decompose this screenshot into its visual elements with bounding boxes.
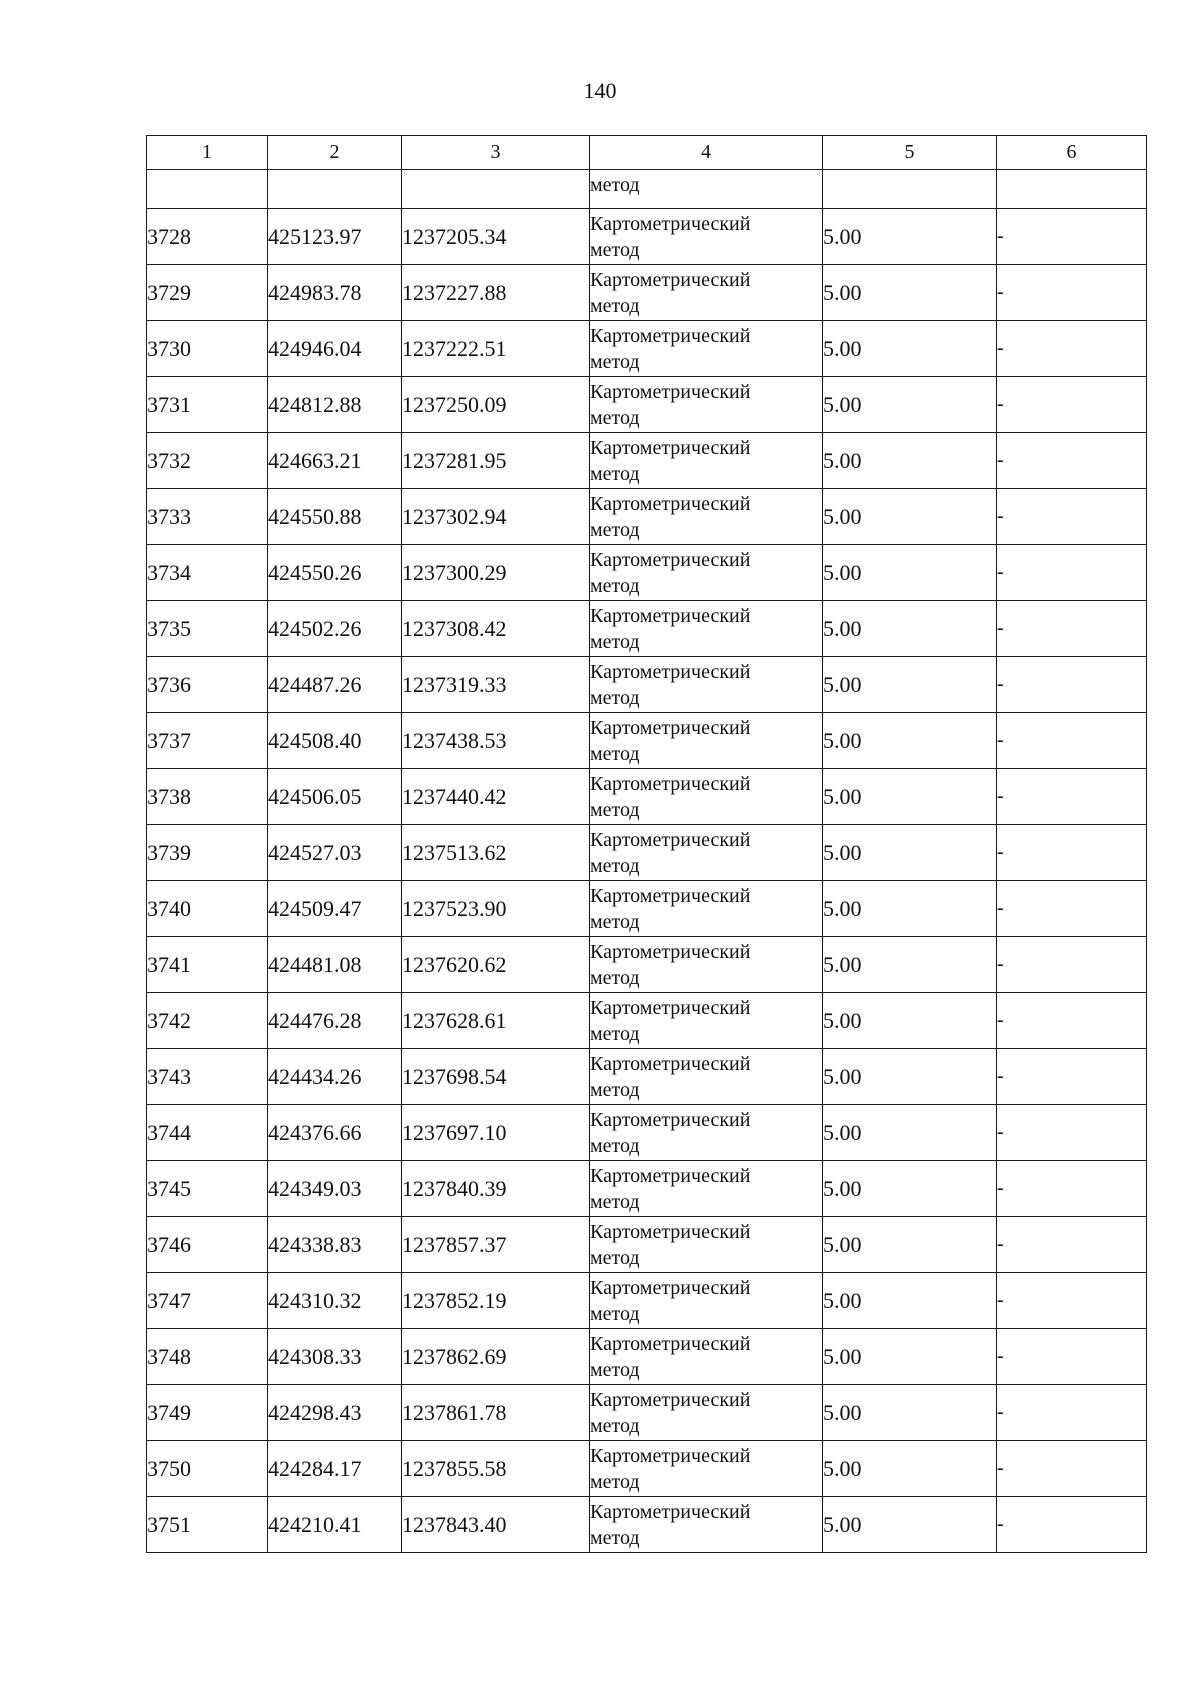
cell-x-coordinate: 424812.88 bbox=[268, 377, 402, 433]
cell-y-coordinate: 1237620.62 bbox=[402, 937, 590, 993]
cell-y-coordinate: 1237513.62 bbox=[402, 825, 590, 881]
cell-accuracy: 5.00 bbox=[823, 265, 997, 321]
method-line-2: метод bbox=[590, 1246, 640, 1269]
cell-note: - bbox=[997, 825, 1147, 881]
cell-x-coordinate: 424481.08 bbox=[268, 937, 402, 993]
table-row bbox=[147, 601, 1147, 657]
table-row bbox=[147, 1497, 1147, 1553]
cell-note: - bbox=[997, 265, 1147, 321]
method-line-2: метод bbox=[590, 1414, 640, 1437]
table-row bbox=[147, 1329, 1147, 1385]
cell-y-coordinate: 1237843.40 bbox=[402, 1497, 590, 1553]
method-line-1: Картометрический bbox=[590, 1500, 751, 1523]
cell-accuracy: 5.00 bbox=[823, 1385, 997, 1441]
cell-empty bbox=[823, 170, 997, 209]
cell-accuracy: 5.00 bbox=[823, 993, 997, 1049]
method-line-1: Картометрический bbox=[590, 380, 751, 403]
method-line-2: метод bbox=[590, 294, 640, 317]
cell-x-coordinate: 424210.41 bbox=[268, 1497, 402, 1553]
cell-method bbox=[590, 1161, 823, 1217]
method-line-2: метод bbox=[590, 1078, 640, 1101]
method-line-2: метод bbox=[590, 406, 640, 429]
cell-point-number: 3735 bbox=[147, 601, 268, 657]
table-row bbox=[147, 825, 1147, 881]
method-line-2: метод bbox=[590, 518, 640, 541]
table-row bbox=[147, 1273, 1147, 1329]
cell-x-coordinate: 424509.47 bbox=[268, 881, 402, 937]
table-row bbox=[147, 937, 1147, 993]
cell-point-number: 3738 bbox=[147, 769, 268, 825]
method-line-1: Картометрический bbox=[590, 772, 751, 795]
method-line-2: метод bbox=[590, 1358, 640, 1381]
method-line-1: Картометрический bbox=[590, 716, 751, 739]
cell-point-number: 3733 bbox=[147, 489, 268, 545]
cell-accuracy: 5.00 bbox=[823, 489, 997, 545]
cell-y-coordinate: 1237308.42 bbox=[402, 601, 590, 657]
cell-note: - bbox=[997, 881, 1147, 937]
table-row bbox=[147, 993, 1147, 1049]
method-line-1: Картометрический bbox=[590, 492, 751, 515]
table-row bbox=[147, 1441, 1147, 1497]
cell-y-coordinate: 1237628.61 bbox=[402, 993, 590, 1049]
cell-point-number: 3734 bbox=[147, 545, 268, 601]
cell-method bbox=[590, 769, 823, 825]
cell-y-coordinate: 1237855.58 bbox=[402, 1441, 590, 1497]
cell-method bbox=[590, 1273, 823, 1329]
cell-note: - bbox=[997, 937, 1147, 993]
method-line-2: метод bbox=[590, 686, 640, 709]
cell-point-number: 3742 bbox=[147, 993, 268, 1049]
cell-x-coordinate: 425123.97 bbox=[268, 209, 402, 265]
cell-method bbox=[590, 1049, 823, 1105]
cell-y-coordinate: 1237440.42 bbox=[402, 769, 590, 825]
cell-method bbox=[590, 601, 823, 657]
method-line-2: метод bbox=[590, 1302, 640, 1325]
method-line-1: Картометрический bbox=[590, 940, 751, 963]
table-row bbox=[147, 713, 1147, 769]
cell-method bbox=[590, 1385, 823, 1441]
method-line-2: метод bbox=[590, 798, 640, 821]
cell-empty bbox=[147, 170, 268, 209]
table-row bbox=[147, 377, 1147, 433]
cell-note: - bbox=[997, 1273, 1147, 1329]
cell-method bbox=[590, 1441, 823, 1497]
cell-accuracy: 5.00 bbox=[823, 1497, 997, 1553]
cell-accuracy: 5.00 bbox=[823, 433, 997, 489]
cell-note: - bbox=[997, 1329, 1147, 1385]
cell-method bbox=[590, 713, 823, 769]
cell-point-number: 3737 bbox=[147, 713, 268, 769]
cell-x-coordinate: 424476.28 bbox=[268, 993, 402, 1049]
cell-note: - bbox=[997, 433, 1147, 489]
cell-note: - bbox=[997, 993, 1147, 1049]
cell-y-coordinate: 1237438.53 bbox=[402, 713, 590, 769]
cell-note: - bbox=[997, 209, 1147, 265]
cell-y-coordinate: 1237222.51 bbox=[402, 321, 590, 377]
cell-note: - bbox=[997, 489, 1147, 545]
method-line-1: Картометрический bbox=[590, 1164, 751, 1187]
method-line-1: Картометрический bbox=[590, 212, 751, 235]
cell-x-coordinate: 424506.05 bbox=[268, 769, 402, 825]
cell-accuracy: 5.00 bbox=[823, 1161, 997, 1217]
cell-method bbox=[590, 489, 823, 545]
cell-x-coordinate: 424487.26 bbox=[268, 657, 402, 713]
cell-x-coordinate: 424308.33 bbox=[268, 1329, 402, 1385]
cell-note: - bbox=[997, 601, 1147, 657]
cell-point-number: 3744 bbox=[147, 1105, 268, 1161]
cell-method bbox=[590, 1217, 823, 1273]
method-line-1: Картометрический bbox=[590, 1108, 751, 1131]
cell-x-coordinate: 424434.26 bbox=[268, 1049, 402, 1105]
table-row bbox=[147, 769, 1147, 825]
cell-method bbox=[590, 209, 823, 265]
method-line-1: Картометрический bbox=[590, 828, 751, 851]
table-row bbox=[147, 1105, 1147, 1161]
cell-accuracy: 5.00 bbox=[823, 1217, 997, 1273]
method-line-1: Картометрический bbox=[590, 1444, 751, 1467]
cell-note: - bbox=[997, 1497, 1147, 1553]
cell-method bbox=[590, 433, 823, 489]
cell-point-number: 3745 bbox=[147, 1161, 268, 1217]
cell-empty bbox=[402, 170, 590, 209]
column-header-2: 2 bbox=[268, 136, 402, 170]
cell-x-coordinate: 424983.78 bbox=[268, 265, 402, 321]
table-header bbox=[147, 136, 1147, 170]
cell-accuracy: 5.00 bbox=[823, 1049, 997, 1105]
cell-method bbox=[590, 881, 823, 937]
cell-y-coordinate: 1237300.29 bbox=[402, 545, 590, 601]
cell-y-coordinate: 1237205.34 bbox=[402, 209, 590, 265]
cell-point-number: 3730 bbox=[147, 321, 268, 377]
method-line-2: метод bbox=[590, 1134, 640, 1157]
cell-x-coordinate: 424527.03 bbox=[268, 825, 402, 881]
method-line-1: Картометрический bbox=[590, 436, 751, 459]
cell-point-number: 3731 bbox=[147, 377, 268, 433]
method-line-2: метод bbox=[590, 630, 640, 653]
method-line-1: Картометрический bbox=[590, 996, 751, 1019]
cell-method bbox=[590, 265, 823, 321]
cell-method bbox=[590, 1105, 823, 1161]
cell-y-coordinate: 1237861.78 bbox=[402, 1385, 590, 1441]
cell-point-number: 3746 bbox=[147, 1217, 268, 1273]
cell-point-number: 3739 bbox=[147, 825, 268, 881]
table-row bbox=[147, 1161, 1147, 1217]
table-row bbox=[147, 1385, 1147, 1441]
cell-accuracy: 5.00 bbox=[823, 713, 997, 769]
method-line-2: метод bbox=[590, 854, 640, 877]
method-line-2: метод bbox=[590, 1526, 640, 1549]
cell-y-coordinate: 1237227.88 bbox=[402, 265, 590, 321]
cell-x-coordinate: 424338.83 bbox=[268, 1217, 402, 1273]
table-row bbox=[147, 321, 1147, 377]
cell-accuracy: 5.00 bbox=[823, 937, 997, 993]
cell-note: - bbox=[997, 377, 1147, 433]
table-row bbox=[147, 209, 1147, 265]
cell-point-number: 3740 bbox=[147, 881, 268, 937]
cell-x-coordinate: 424298.43 bbox=[268, 1385, 402, 1441]
table-row bbox=[147, 489, 1147, 545]
cell-x-coordinate: 424502.26 bbox=[268, 601, 402, 657]
cell-note: - bbox=[997, 769, 1147, 825]
cell-accuracy: 5.00 bbox=[823, 601, 997, 657]
cell-accuracy: 5.00 bbox=[823, 1273, 997, 1329]
table-body bbox=[147, 170, 1147, 1553]
cell-x-coordinate: 424550.26 bbox=[268, 545, 402, 601]
cell-point-number: 3743 bbox=[147, 1049, 268, 1105]
method-line-1: Картометрический bbox=[590, 1388, 751, 1411]
table-row bbox=[147, 265, 1147, 321]
cell-x-coordinate: 424550.88 bbox=[268, 489, 402, 545]
cell-note: - bbox=[997, 1385, 1147, 1441]
method-line-2: метод bbox=[590, 238, 640, 261]
cell-point-number: 3741 bbox=[147, 937, 268, 993]
cell-point-number: 3732 bbox=[147, 433, 268, 489]
method-line-2: метод bbox=[590, 1022, 640, 1045]
cell-accuracy: 5.00 bbox=[823, 377, 997, 433]
cell-point-number: 3748 bbox=[147, 1329, 268, 1385]
cell-empty bbox=[268, 170, 402, 209]
cell-x-coordinate: 424310.32 bbox=[268, 1273, 402, 1329]
column-header-6: 6 bbox=[997, 136, 1147, 170]
method-line-2: метод bbox=[590, 742, 640, 765]
cell-note: - bbox=[997, 545, 1147, 601]
cell-accuracy: 5.00 bbox=[823, 769, 997, 825]
column-header-5: 5 bbox=[823, 136, 997, 170]
table-row bbox=[147, 1217, 1147, 1273]
cell-x-coordinate: 424349.03 bbox=[268, 1161, 402, 1217]
method-line-1: Картометрический bbox=[590, 660, 751, 683]
cell-y-coordinate: 1237840.39 bbox=[402, 1161, 590, 1217]
cell-method bbox=[590, 377, 823, 433]
method-line-2: метод bbox=[590, 910, 640, 933]
cell-point-number: 3749 bbox=[147, 1385, 268, 1441]
cell-y-coordinate: 1237250.09 bbox=[402, 377, 590, 433]
table-row bbox=[147, 545, 1147, 601]
cell-note: - bbox=[997, 1441, 1147, 1497]
method-line-2: метод bbox=[590, 574, 640, 597]
cell-y-coordinate: 1237697.10 bbox=[402, 1105, 590, 1161]
method-line-1: Картометрический bbox=[590, 604, 751, 627]
method-line-1: Картометрический bbox=[590, 268, 751, 291]
cell-method bbox=[590, 657, 823, 713]
method-line-1: Картометрический bbox=[590, 1332, 751, 1355]
cell-method bbox=[590, 993, 823, 1049]
method-line-1: Картометрический bbox=[590, 324, 751, 347]
method-line-2: метод bbox=[590, 1190, 640, 1213]
cell-x-coordinate: 424508.40 bbox=[268, 713, 402, 769]
method-line-1: Картометрический bbox=[590, 548, 751, 571]
cell-method bbox=[590, 825, 823, 881]
cell-y-coordinate: 1237698.54 bbox=[402, 1049, 590, 1105]
cell-point-number: 3729 bbox=[147, 265, 268, 321]
cell-accuracy: 5.00 bbox=[823, 1329, 997, 1385]
cell-accuracy: 5.00 bbox=[823, 545, 997, 601]
cell-method bbox=[590, 1497, 823, 1553]
cell-note: - bbox=[997, 1217, 1147, 1273]
method-line-1: Картометрический bbox=[590, 1220, 751, 1243]
cell-note: - bbox=[997, 1049, 1147, 1105]
method-line-2: метод bbox=[590, 1470, 640, 1493]
cell-point-number: 3747 bbox=[147, 1273, 268, 1329]
cell-x-coordinate: 424376.66 bbox=[268, 1105, 402, 1161]
cell-accuracy: 5.00 bbox=[823, 657, 997, 713]
cell-note: - bbox=[997, 713, 1147, 769]
cell-x-coordinate: 424284.17 bbox=[268, 1441, 402, 1497]
cell-y-coordinate: 1237281.95 bbox=[402, 433, 590, 489]
table-row bbox=[147, 1049, 1147, 1105]
cell-point-number: 3736 bbox=[147, 657, 268, 713]
cell-method-continuation: метод bbox=[590, 170, 823, 209]
cell-method bbox=[590, 937, 823, 993]
cell-x-coordinate: 424663.21 bbox=[268, 433, 402, 489]
table-row bbox=[147, 433, 1147, 489]
method-line-2: метод bbox=[590, 462, 640, 485]
cell-point-number: 3728 bbox=[147, 209, 268, 265]
cell-note: - bbox=[997, 657, 1147, 713]
cell-y-coordinate: 1237319.33 bbox=[402, 657, 590, 713]
coordinates-table bbox=[146, 135, 1147, 1553]
cell-method bbox=[590, 545, 823, 601]
continuation-row bbox=[147, 170, 1147, 209]
header-row bbox=[147, 136, 1147, 170]
cell-y-coordinate: 1237302.94 bbox=[402, 489, 590, 545]
table-row bbox=[147, 881, 1147, 937]
column-header-4: 4 bbox=[590, 136, 823, 170]
cell-y-coordinate: 1237857.37 bbox=[402, 1217, 590, 1273]
cell-method bbox=[590, 1329, 823, 1385]
cell-note: - bbox=[997, 1105, 1147, 1161]
cell-point-number: 3750 bbox=[147, 1441, 268, 1497]
cell-point-number: 3751 bbox=[147, 1497, 268, 1553]
method-line-1: Картометрический bbox=[590, 1052, 751, 1075]
cell-accuracy: 5.00 bbox=[823, 1105, 997, 1161]
cell-accuracy: 5.00 bbox=[823, 881, 997, 937]
column-header-3: 3 bbox=[402, 136, 590, 170]
cell-y-coordinate: 1237862.69 bbox=[402, 1329, 590, 1385]
page-number: 140 bbox=[583, 78, 617, 103]
cell-note: - bbox=[997, 321, 1147, 377]
cell-y-coordinate: 1237523.90 bbox=[402, 881, 590, 937]
method-line-1: Картометрический bbox=[590, 1276, 751, 1299]
method-line-1: Картометрический bbox=[590, 884, 751, 907]
cell-accuracy: 5.00 bbox=[823, 1441, 997, 1497]
method-line-2: метод bbox=[590, 350, 640, 373]
cell-x-coordinate: 424946.04 bbox=[268, 321, 402, 377]
cell-accuracy: 5.00 bbox=[823, 321, 997, 377]
column-header-1: 1 bbox=[147, 136, 268, 170]
table-row bbox=[147, 657, 1147, 713]
method-line-2: метод bbox=[590, 966, 640, 989]
cell-method bbox=[590, 321, 823, 377]
cell-accuracy: 5.00 bbox=[823, 209, 997, 265]
cell-accuracy: 5.00 bbox=[823, 825, 997, 881]
cell-y-coordinate: 1237852.19 bbox=[402, 1273, 590, 1329]
cell-note: - bbox=[997, 1161, 1147, 1217]
cell-empty bbox=[997, 170, 1147, 209]
